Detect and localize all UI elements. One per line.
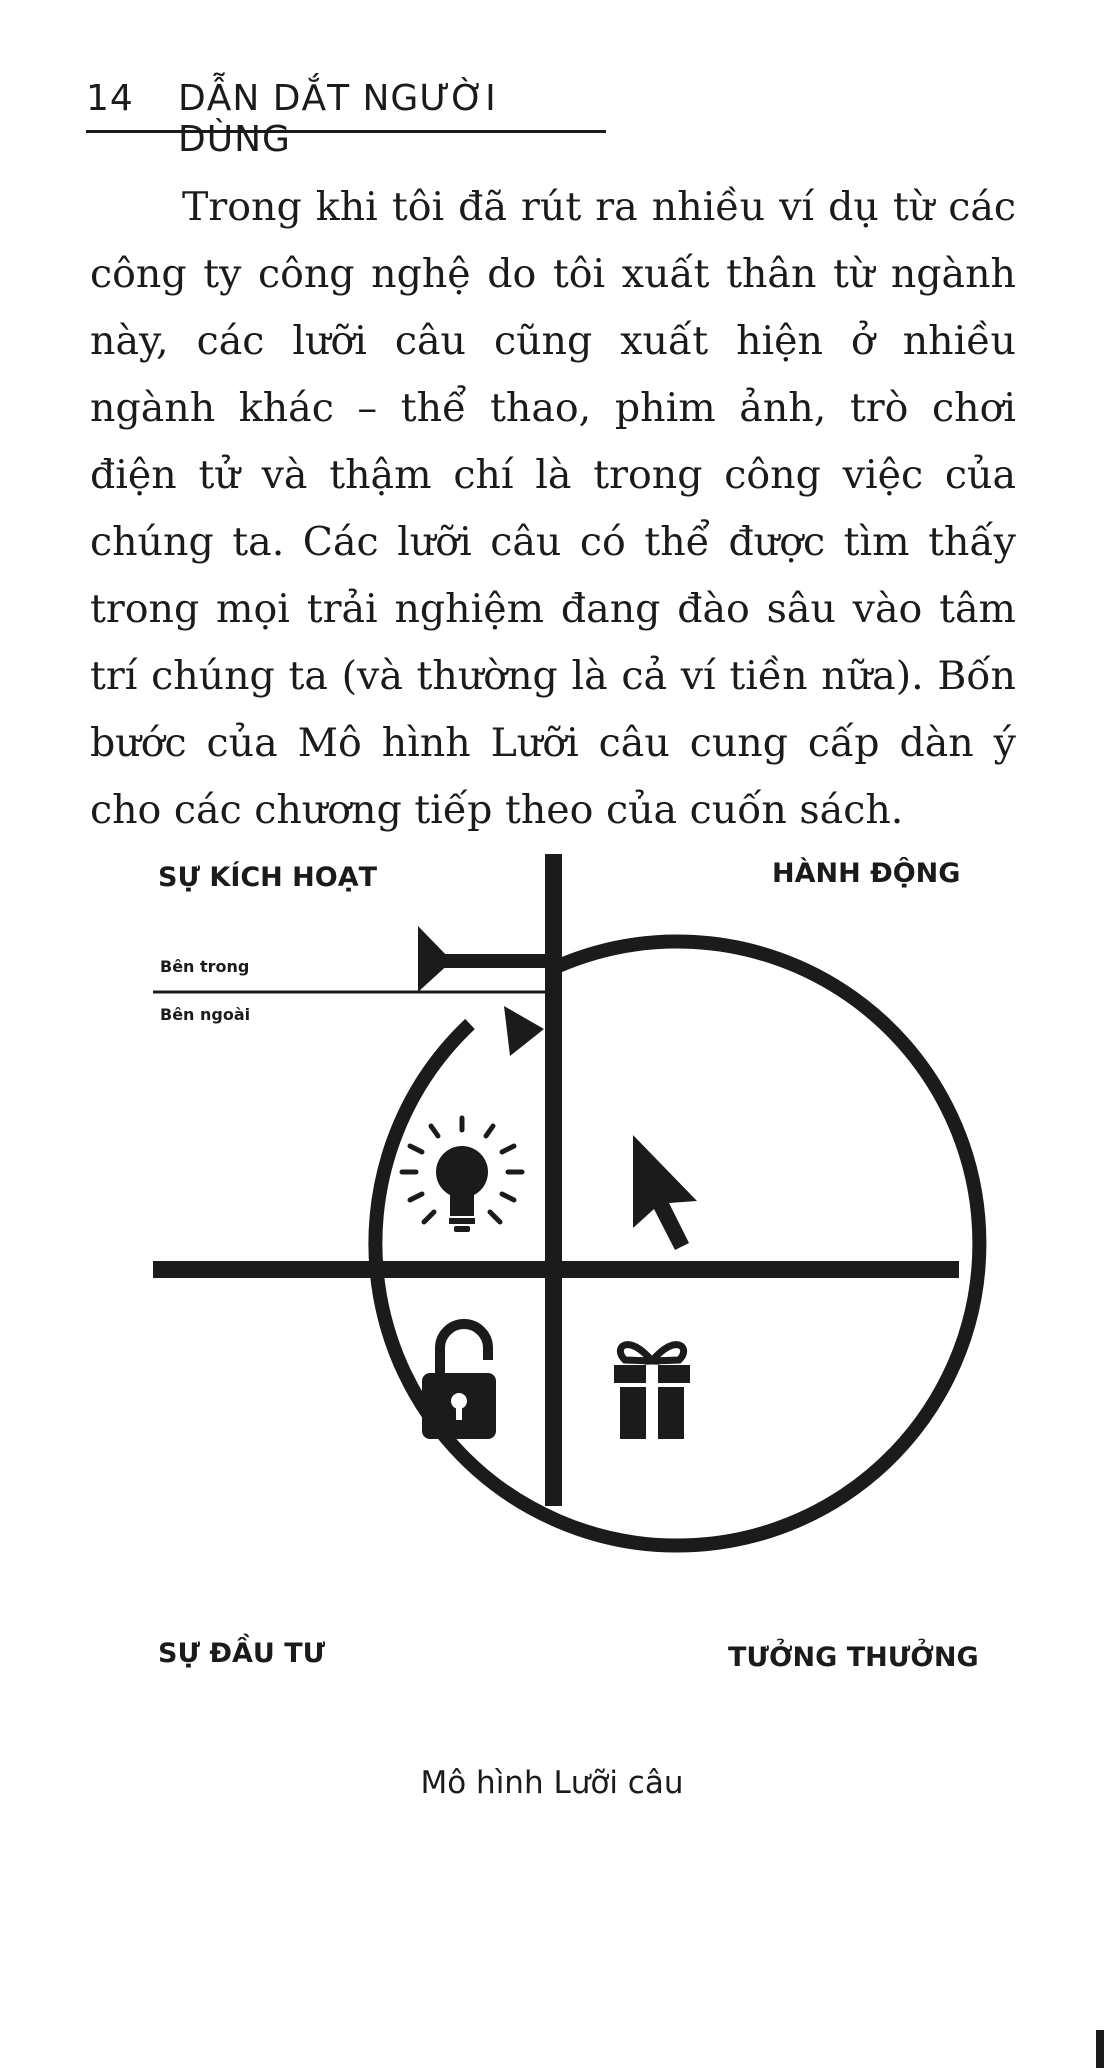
- vertical-axis: [545, 854, 562, 1506]
- label-trigger: SỰ KÍCH HOẠT: [158, 862, 378, 893]
- cursor-icon: [633, 1135, 697, 1250]
- unlocked-padlock-icon: [422, 1324, 496, 1439]
- gift-icon: [614, 1345, 690, 1439]
- cycle-arrowhead: [504, 1006, 544, 1056]
- label-action: HÀNH ĐỘNG: [772, 858, 961, 889]
- page-header: [86, 74, 606, 160]
- label-internal-trigger: Bên trong: [160, 957, 250, 976]
- body-paragraph: Trong khi tôi đã rút ra nhiều ví dụ từ các công ty công nghệ do tôi xuất thân từ ngành này, các lưỡi câu cũng xuất hiện ở nhiều ngành khác – thể thao, phim ảnh, trò chơi điện tử và thậm chí là trong công việc của chúng ta. Các lưỡi câu có thể được tìm thấy trong mọi trải nghiệm đang đào sâu vào tâm trí chúng ta (và thường là cả ví tiền nữa). Bốn bước của Mô hình Lưỡi câu cung cấp dàn ý cho các chương tiếp theo của cuốn sách.: [90, 184, 1016, 833]
- label-investment: SỰ ĐẦU TƯ: [158, 1638, 326, 1669]
- page-number: 14: [86, 78, 134, 119]
- internal-trigger-arrowhead: [418, 926, 452, 992]
- running-title: DẪN DẮT NGƯỜI DÙNG: [178, 78, 497, 160]
- hook-model-diagram: [0, 820, 1104, 1720]
- horizontal-axis: [153, 1261, 959, 1278]
- lightbulb-icon: [402, 1118, 522, 1232]
- label-external-trigger: Bên ngoài: [160, 1005, 251, 1024]
- page-edge-mark: [1096, 2030, 1104, 2068]
- label-reward: TƯỞNG THƯỞNG: [728, 1642, 979, 1673]
- figure-caption: Mô hình Lưỡi câu: [420, 1765, 684, 1801]
